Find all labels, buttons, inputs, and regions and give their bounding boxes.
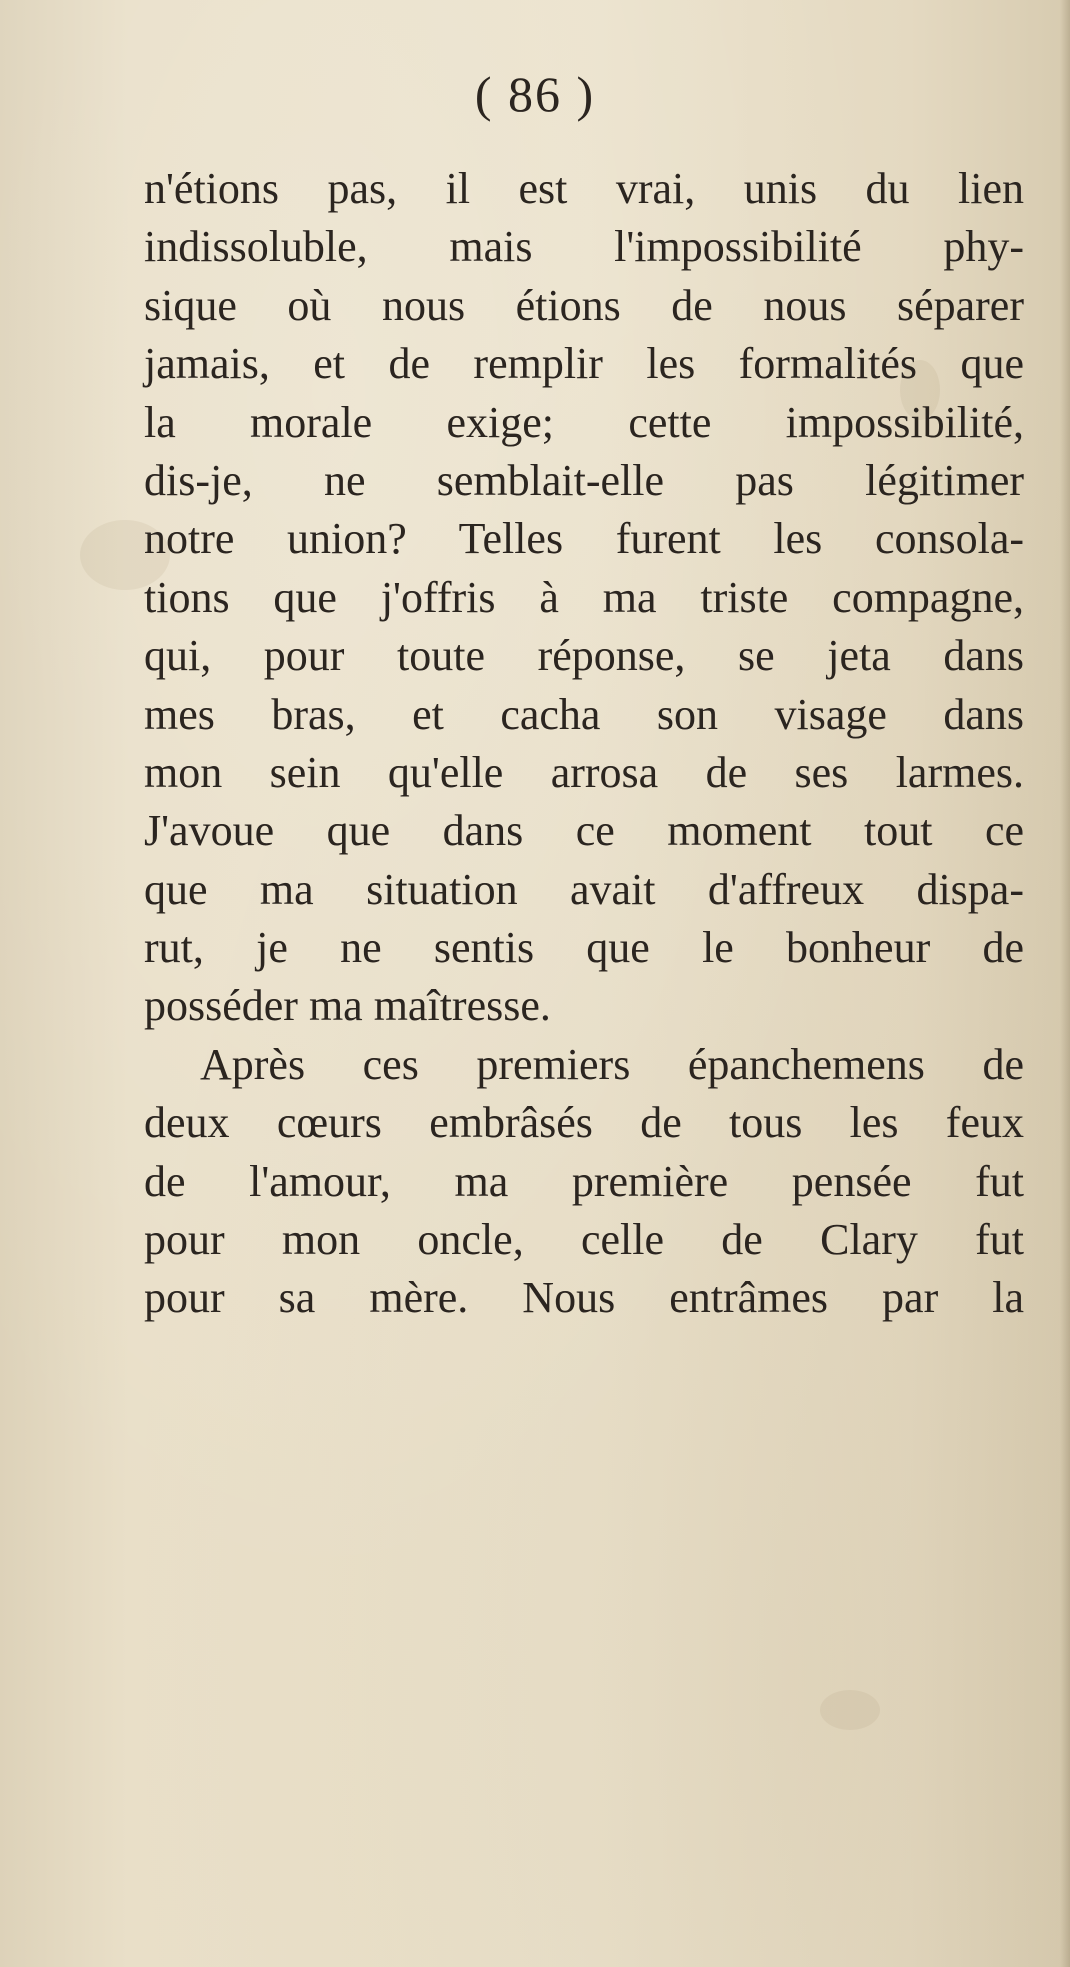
- text-line: n'étions pas, il est vrai, unis du lien: [144, 164, 1024, 213]
- page-edge-shadow: [1060, 0, 1070, 1967]
- text-line: indissoluble, mais l'impossibilité phy-: [144, 222, 1024, 272]
- text-line: jamais, et de remplir les formalités que: [144, 339, 1024, 389]
- text-line: deux cœurs embrâsés de tous les feux: [144, 1098, 1024, 1148]
- text-line: mes bras, et cacha son visage dans: [144, 689, 1024, 739]
- paragraph-start-line: Après ces premiers épanchemens de: [200, 1039, 1024, 1089]
- page-number: ( 86 ): [474, 66, 596, 122]
- text-line: pour sa mère. Nous entrâmes par la: [144, 1273, 1024, 1323]
- text-line: tions que j'offris à ma triste compagne,: [144, 572, 1024, 622]
- text-line: dis-je, ne semblait-elle pas légitimer: [144, 455, 1024, 505]
- text-line: rut, je ne sentis que le bonheur de: [144, 923, 1024, 973]
- paper-stain: [820, 1690, 880, 1730]
- body-text: [144, 160, 1024, 1328]
- paragraph-end-line: posséder ma maîtresse.: [144, 981, 551, 1031]
- text-line: de l'amour, ma première pensée fut: [144, 1156, 1024, 1206]
- text-line: pour mon oncle, celle de Clary fut: [144, 1215, 1024, 1265]
- text-line: que ma situation avait d'affreux dispa-: [144, 864, 1024, 914]
- text-line: la morale exige; cette impossibilité,: [144, 397, 1024, 447]
- text-line: mon sein qu'elle arrosa de ses larmes.: [144, 747, 1024, 797]
- text-line: qui, pour toute réponse, se jeta dans: [144, 631, 1024, 681]
- text-line: notre union? Telles furent les consola-: [144, 514, 1024, 564]
- text-line: J'avoue que dans ce moment tout ce: [144, 806, 1024, 856]
- text-line: sique où nous étions de nous séparer: [144, 280, 1024, 330]
